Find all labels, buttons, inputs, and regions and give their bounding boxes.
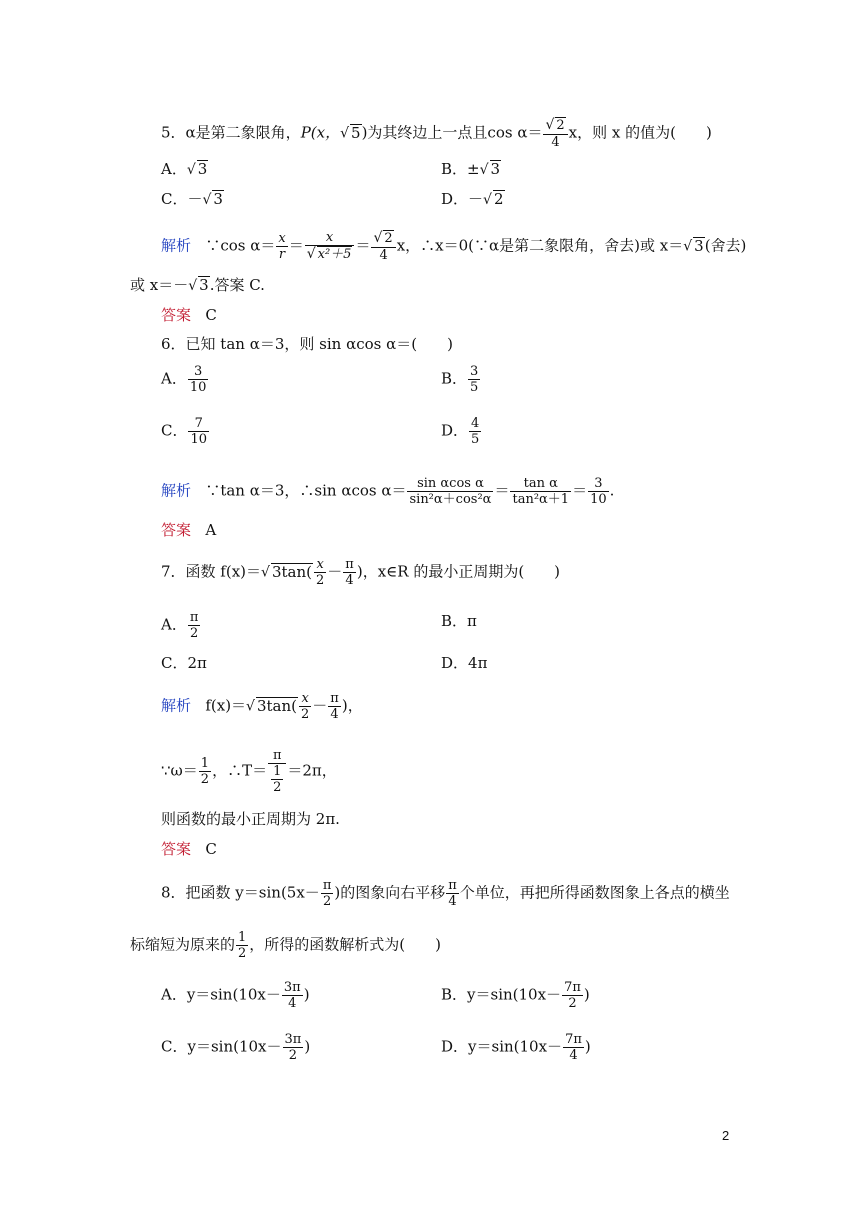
eq: ＝ bbox=[288, 236, 304, 255]
q7-analysis-line2 bbox=[161, 748, 337, 795]
frac-num: π bbox=[330, 691, 339, 706]
q6-analysis-frac2 bbox=[510, 476, 571, 507]
q7-opt-a-frac bbox=[188, 610, 201, 641]
frac-den: 2 bbox=[301, 707, 310, 722]
q7-analysis-line2-c: ＝2π， bbox=[287, 761, 337, 780]
q5-analysis-cont-a: 或 x＝－ bbox=[130, 276, 189, 294]
frac-den: 10 bbox=[190, 432, 208, 447]
frac-num: tan α bbox=[510, 476, 571, 492]
rparen: ) bbox=[583, 985, 590, 1004]
q7-analysis-frac1 bbox=[299, 691, 311, 722]
q5-point: P(x， bbox=[300, 123, 341, 142]
frac-num: π bbox=[189, 610, 199, 625]
q6-analysis-a: ∵tan α＝3，∴sin αcos α＝ bbox=[205, 481, 407, 500]
q5-stem-text-c: x，则 x 的值为( ) bbox=[568, 123, 712, 142]
q5-option-b: B．±√ 3 bbox=[441, 160, 501, 178]
frac-num: 7π bbox=[565, 1032, 582, 1047]
q5-frac: $\frac{√ 2}{4}$ bbox=[543, 117, 567, 150]
minus: － bbox=[312, 696, 328, 715]
rparen: ) bbox=[584, 1037, 591, 1056]
q7-option-b bbox=[441, 610, 477, 632]
q8-option-a bbox=[161, 980, 310, 1011]
frac-den: 4 bbox=[345, 573, 354, 588]
q7-stem-tan: 3tan( bbox=[271, 562, 312, 581]
q7-stem-frac1 bbox=[314, 557, 326, 588]
frac-den: 2 bbox=[273, 780, 282, 795]
eq: ＝ bbox=[355, 236, 371, 255]
q5-analysis-frac2: $\frac{x}{\text{√ x²＋5}}$ bbox=[305, 230, 355, 263]
sqrt-sign: √ bbox=[340, 125, 350, 142]
q5-analysis: 解析 ∵cos α＝ $\frac{x}{r}$ ＝ $\frac{x}{\text{√ x²＋5}}$ ＝ $\frac{√ 2}{4}$ x，∴x＝0(∵α是第二象限角，舍去)或 x＝√ 3(舍去) bbox=[161, 230, 747, 263]
q5-analysis-cont-b: .答案 C. bbox=[209, 276, 265, 294]
q7-opt-b: B．π bbox=[441, 612, 477, 630]
q7-period-frac bbox=[268, 748, 286, 795]
answer-label: 答案 bbox=[161, 306, 192, 324]
q7-opt-c: C．2π bbox=[161, 654, 207, 672]
q7-period-den-frac bbox=[271, 764, 283, 795]
q8-opt-d-label: D．y＝sin(10x－ bbox=[441, 1037, 563, 1056]
q7-analysis-line3 bbox=[161, 808, 340, 830]
analysis-label: 解析 bbox=[161, 236, 192, 255]
answer-value: C bbox=[205, 840, 217, 858]
q5-stem-text-a: 5．α是第二象限角， bbox=[161, 123, 301, 142]
q5-answer bbox=[161, 304, 217, 326]
q5-frac-den: 4 bbox=[551, 135, 560, 150]
q7-omega-frac bbox=[199, 756, 211, 787]
q5-opt-c-label: C．－ bbox=[161, 190, 203, 208]
eq: ＝ bbox=[572, 481, 588, 500]
frac-num: π bbox=[345, 557, 354, 572]
q8-opt-b-label: B．y＝sin(10x－ bbox=[441, 985, 562, 1004]
frac-den: 2 bbox=[288, 1048, 298, 1063]
frac-den: 10 bbox=[189, 380, 207, 395]
q6-option-a bbox=[161, 364, 209, 395]
q8-stem-c: 个单位，再把所得函数图象上各点的横坐 bbox=[459, 883, 730, 902]
q5-opt-a-label: A． bbox=[161, 160, 187, 178]
frac-den: r bbox=[278, 247, 286, 262]
q5-opt-b-label: B．± bbox=[441, 160, 480, 178]
q5-opt-d-label: D．－ bbox=[441, 190, 484, 208]
q7-analysis-tan: 3tan( bbox=[256, 696, 297, 715]
q8-stem-frac2 bbox=[446, 878, 459, 909]
q6-opt-a-label: A． bbox=[161, 369, 187, 388]
q8-stem-frac3 bbox=[236, 930, 248, 961]
frac-num: x bbox=[305, 230, 355, 246]
q6-option-b bbox=[441, 364, 481, 395]
q5-analysis-a: ∵cos α＝ bbox=[205, 236, 276, 255]
frac-num: 3π bbox=[283, 980, 301, 995]
frac-num: 7π bbox=[564, 980, 581, 995]
rparen: ) bbox=[356, 562, 363, 581]
frac-den: 2 bbox=[322, 894, 332, 909]
answer-value: C bbox=[205, 306, 217, 324]
q6-opt-b-frac bbox=[468, 364, 480, 395]
frac-den: tan²α＋1 bbox=[512, 492, 570, 507]
q5-option-a: A．√ 3 bbox=[161, 160, 208, 178]
frac-num: π bbox=[322, 878, 332, 893]
q6-analysis-frac3 bbox=[588, 476, 609, 507]
q7-analysis-line3-text: 则函数的最小正周期为 2π. bbox=[161, 810, 340, 828]
frac-den: 4 bbox=[288, 996, 297, 1011]
frac-num: x bbox=[299, 691, 311, 707]
frac-den: sin²α＋cos²α bbox=[409, 492, 492, 507]
q6-opt-d-label: D． bbox=[441, 421, 469, 440]
q8-opt-a-label: A．y＝sin(10x－ bbox=[161, 985, 281, 1004]
frac-den: 2 bbox=[200, 772, 210, 787]
frac-num: 7 bbox=[188, 416, 209, 432]
eq: ＝ bbox=[494, 481, 510, 500]
q6-opt-c-label: C． bbox=[161, 421, 188, 440]
frac-num: 1 bbox=[200, 756, 210, 771]
q8-stem-line2-b: ，所得的函数解析式为( ) bbox=[249, 935, 442, 954]
comma: ， bbox=[347, 696, 363, 715]
q5-frac-num: 2 bbox=[556, 118, 565, 133]
q7-stem-b: ，x∈R 的最小正周期为( ) bbox=[362, 562, 561, 581]
q8-stem-line2 bbox=[130, 930, 441, 961]
frac-den: 4 bbox=[569, 1048, 578, 1063]
q6-opt-b-label: B． bbox=[441, 369, 468, 388]
frac-den: 2 bbox=[568, 996, 577, 1011]
q7-opt-d: D．4π bbox=[441, 654, 488, 672]
dot: . bbox=[609, 481, 615, 500]
q7-stem: 7．函数 f(x)＝√ 3tan( $\frac{x}{2}$ － $\frac{\pi}{4}$ )，x∈R 的最小正周期为( ) bbox=[161, 557, 561, 588]
frac-den: 2 bbox=[315, 573, 325, 588]
q7-option-a bbox=[161, 610, 201, 641]
q7-analysis: 解析 f(x)＝√ 3tan( $\frac{x}{2}$ － $\frac{\pi}{4}$ )， bbox=[161, 691, 363, 722]
q5-analysis-cont-sqrt: 3 bbox=[199, 276, 209, 294]
q5-stem bbox=[161, 117, 712, 150]
q8-stem-line2-a: 标缩短为原来的 bbox=[130, 935, 236, 954]
q5-analysis-b: x，∴x＝0(∵α是第二象限角，舍去)或 x＝ bbox=[396, 236, 684, 255]
q7-analysis-line2-a: ∵ω＝ bbox=[161, 761, 198, 780]
frac-den: 4 bbox=[379, 248, 388, 263]
q5-rparen: ) bbox=[361, 123, 368, 142]
q7-analysis-line2-b: ，∴T＝ bbox=[212, 761, 268, 780]
frac-num: 4 bbox=[471, 416, 480, 431]
q5-analysis-c: (舍去) bbox=[704, 236, 747, 255]
q8-stem bbox=[161, 878, 730, 909]
answer-label: 答案 bbox=[161, 521, 192, 539]
q8-stem-frac1 bbox=[321, 878, 334, 909]
frac-num: 2 bbox=[384, 231, 393, 246]
analysis-label: 解析 bbox=[161, 481, 192, 500]
q5-opt-c-val: 3 bbox=[213, 190, 223, 208]
q5-stem-text-b: 为其终边上一点且cos α＝ bbox=[367, 123, 543, 142]
frac-den: 10 bbox=[590, 492, 607, 507]
frac-num: 3π bbox=[284, 1032, 302, 1047]
rparen: ) bbox=[341, 696, 348, 715]
answer-value: A bbox=[205, 521, 217, 539]
q8-stem-a: 8．把函数 y＝sin(5x－ bbox=[161, 883, 320, 902]
q8-stem-b: )的图象向右平移 bbox=[334, 883, 446, 902]
frac-den: 5 bbox=[470, 380, 479, 395]
q8-opt-a-frac bbox=[282, 980, 303, 1011]
q7-stem-a: 7．函数 f(x)＝ bbox=[161, 562, 262, 581]
q5-opt-a-val: 3 bbox=[197, 160, 208, 178]
q5-analysis-sqrt3: 3 bbox=[694, 236, 704, 255]
q8-option-c bbox=[161, 1032, 310, 1063]
q8-option-d bbox=[441, 1032, 591, 1063]
q8-opt-c-label: C．y＝sin(10x－ bbox=[161, 1037, 282, 1056]
q8-opt-d-frac bbox=[563, 1032, 584, 1063]
analysis-label: 解析 bbox=[161, 696, 192, 715]
q6-answer bbox=[161, 519, 216, 541]
q6-analysis-frac1 bbox=[407, 476, 493, 507]
frac-den: 2 bbox=[189, 626, 199, 641]
rparen: ) bbox=[304, 1037, 311, 1056]
page-number: 2 bbox=[722, 1128, 730, 1143]
frac-num: 1 bbox=[238, 930, 247, 945]
answer-label: 答案 bbox=[161, 840, 192, 858]
frac-num: 3 bbox=[588, 476, 609, 492]
frac-num: x bbox=[278, 231, 286, 246]
q8-option-b bbox=[441, 980, 590, 1011]
q7-option-c bbox=[161, 652, 207, 674]
frac-num: π bbox=[268, 748, 286, 764]
frac-num: sin αcos α bbox=[407, 476, 493, 492]
q7-analysis-a: f(x)＝ bbox=[205, 696, 247, 715]
frac-den: 4 bbox=[330, 707, 339, 722]
minus: － bbox=[327, 562, 343, 581]
q5-analysis-cont: 或 x＝－√ 3.答案 C. bbox=[130, 276, 265, 294]
frac-den: 5 bbox=[471, 432, 480, 447]
q8-opt-c-frac bbox=[283, 1032, 304, 1063]
q5-analysis-frac1 bbox=[276, 231, 287, 262]
q7-stem-frac2 bbox=[343, 557, 356, 588]
q8-opt-b-frac bbox=[562, 980, 583, 1011]
q7-answer bbox=[161, 838, 217, 860]
q5-opt-d-val: 2 bbox=[493, 190, 504, 208]
frac-num: x bbox=[314, 557, 326, 573]
frac-den: 4 bbox=[448, 894, 457, 909]
q5-analysis-frac3: $\frac{√ 2}{4}$ bbox=[371, 230, 395, 263]
q6-opt-c-frac bbox=[188, 416, 209, 447]
q6-opt-d-frac bbox=[469, 416, 481, 447]
q7-analysis-frac2 bbox=[328, 691, 341, 722]
q6-stem bbox=[161, 333, 453, 355]
frac-num: 3 bbox=[188, 364, 209, 380]
q7-opt-a-label: A． bbox=[161, 615, 187, 634]
rparen: ) bbox=[303, 985, 310, 1004]
q6-option-c bbox=[161, 416, 210, 447]
q5-option-c: C．－√ 3 bbox=[161, 190, 223, 208]
q6-option-d bbox=[441, 416, 482, 447]
frac-num: 1 bbox=[273, 764, 282, 779]
frac-num: 3 bbox=[470, 364, 479, 379]
q6-opt-a-frac bbox=[188, 364, 209, 395]
frac-num: π bbox=[448, 878, 457, 893]
q6-stem-text: 6．已知 tan α＝3，则 sin αcos α＝( ) bbox=[161, 335, 453, 353]
q7-option-d bbox=[441, 652, 487, 674]
q6-analysis bbox=[161, 476, 614, 507]
frac-den: 2 bbox=[238, 946, 247, 961]
q5-sqrt5: 5 bbox=[351, 123, 361, 142]
frac-den: x²＋5 bbox=[317, 247, 352, 262]
q5-opt-b-val: 3 bbox=[490, 160, 501, 178]
q5-option-d: D．－√ 2 bbox=[441, 190, 504, 208]
